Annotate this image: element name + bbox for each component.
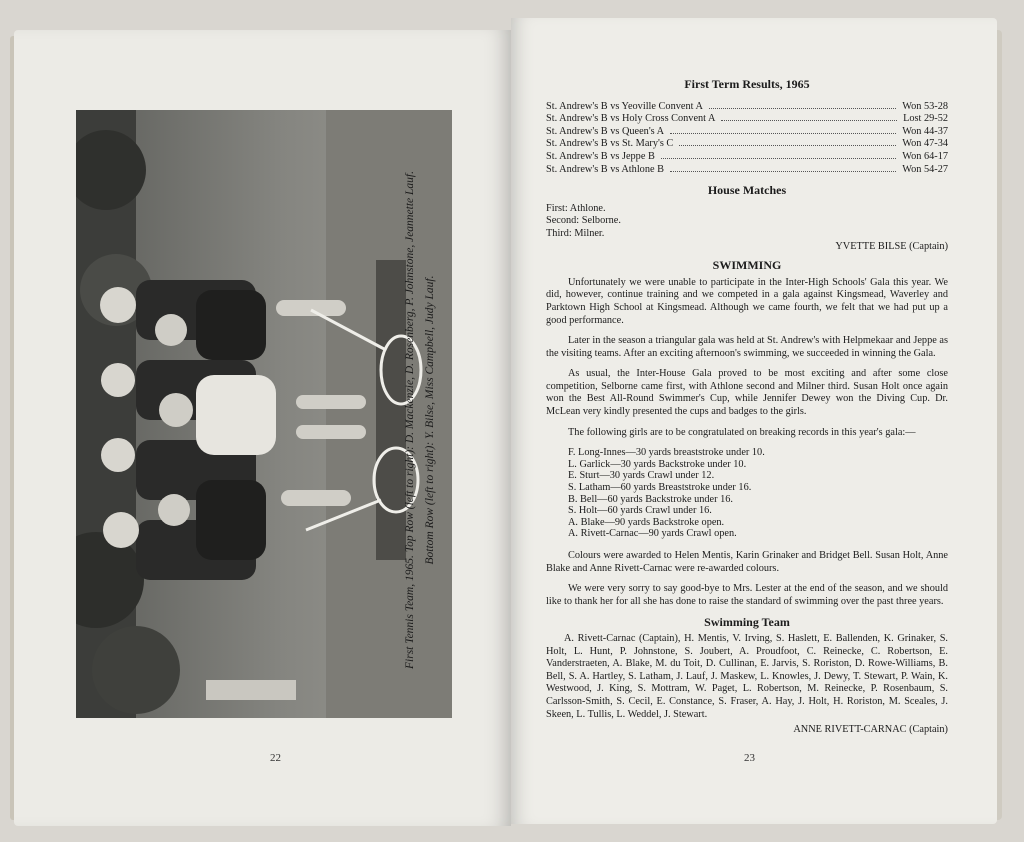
result-match: St. Andrew's B vs Athlone B bbox=[546, 163, 664, 175]
house-place: Third: bbox=[546, 227, 572, 239]
result-score: Won 44-37 bbox=[902, 125, 948, 137]
result-score: Won 64-17 bbox=[902, 150, 948, 162]
record-item: E. Sturt—30 yards Crawl under 12. bbox=[568, 470, 715, 482]
caption-line-1: First Tennis Team, 1965. Top Row (left to right): D. Mackenzie, D. Rosenberg, P. Johnstone, Jeannette Lauf. bbox=[404, 171, 416, 669]
record-item: S. Holt—60 yards Crawl under 16. bbox=[568, 505, 712, 517]
results-title: First Term Results, 1965 bbox=[684, 77, 810, 91]
swimming-team-title: Swimming Team bbox=[704, 615, 790, 630]
tennis-team-photo bbox=[76, 110, 452, 718]
photo-image bbox=[76, 110, 452, 718]
house-name: Athlone. bbox=[569, 202, 606, 214]
results-list bbox=[546, 101, 948, 177]
result-row bbox=[546, 138, 948, 151]
record-item: A. Rivett-Carnac—90 yards Crawl open. bbox=[568, 528, 737, 540]
result-row bbox=[546, 164, 948, 177]
record-item: F. Long-Innes—30 yards breaststroke under 10. bbox=[568, 447, 765, 459]
page-number-right: 23 bbox=[744, 752, 755, 764]
result-match: St. Andrew's B vs Yeoville Convent A bbox=[546, 100, 703, 112]
house-signature: YVETTE BILSE (Captain) bbox=[835, 240, 948, 252]
result-score: Won 54-27 bbox=[902, 163, 948, 175]
swimming-paragraph: Later in the season a triangular gala was held at St. Andrew's with Helpmekaar and Jeppe as the visiting teams. After an exciting afternoon's swimming, we succeeded in winning the Gala. bbox=[546, 335, 948, 359]
result-score: Won 47-34 bbox=[902, 138, 948, 150]
swimming-paragraph: The following girls are to be congratulated on breaking records in this year's gala:— bbox=[568, 426, 916, 438]
page-number-left: 22 bbox=[270, 752, 281, 764]
photo-caption bbox=[400, 120, 460, 720]
swimming-paragraph: Colours were awarded to Helen Mentis, Karin Grinaker and Bridget Bell. Susan Holt, Anne Blake and Anne Rivett-Carnac were re-awarded colours. bbox=[546, 550, 948, 574]
swimming-paragraph: Unfortunately we were unable to participate in the Inter-High Schools' Gala this year. We did, however, continue training and we competed in a gala against Kingsmead, Waverley and Parktown High School at Kingsmead. Although we came fourth, we felt that we had put up a good performance. bbox=[546, 276, 948, 326]
result-row bbox=[546, 113, 948, 126]
house-place: Second: bbox=[546, 215, 580, 227]
result-match: St. Andrew's B vs Holy Cross Convent A bbox=[546, 113, 716, 125]
swimming-paragraph: As usual, the Inter-House Gala proved to be most exciting and after some close competition, Selborne came first, with Athlone second and Milner third. Susan Holt once again won the Best All-Round Swimmer's Cup, while Jennifer Dewey won the Diving Cup. Dr. McLean very kindly presented the cups and badges to the girls. bbox=[546, 368, 948, 418]
swimming-team-roster: A. Rivett-Carnac (Captain), H. Mentis, V. Irving, S. Haslett, E. Ballenden, K. Grinaker, S. Holt, L. Hunt, P. Johnstone, S. Joubert, A. Proudfoot, C. Reinecke, C. Robertson, E. Vanderstraeten, A. Blake, M. du Toit, D. Cullinan, E. Jarvis, S. Roriston, D. Rowe-Williams, B. Bell, S. A. Hartley, S. Latham, J. Lauf, J. Maskew, L. Knowles, J. Dewy, T. Stewart, P. Wain, K. Westwood, J. King, S. Mottram, W. Paget, L. Robertson, M. Reinecke, P. Rosenbaum, S. Carlsson-Smith, S. Cecil, E. Constance, S. Fraser, A. Hay, J. Holt, H. Roriston, M. Sceales, J. Skeen, L. Tullis, L. Weddel, J. Stewart. bbox=[546, 632, 948, 720]
record-item: B. Bell—60 yards Backstroke under 16. bbox=[568, 493, 734, 505]
result-match: St. Andrew's B vs Jeppe B bbox=[546, 150, 655, 162]
house-results bbox=[546, 203, 948, 241]
result-row bbox=[546, 101, 948, 114]
record-item: S. Latham—60 yards Breaststroke under 16. bbox=[568, 482, 752, 494]
records-list bbox=[568, 447, 948, 540]
result-match: St. Andrew's B vs Queen's A bbox=[546, 125, 665, 137]
house-row bbox=[546, 215, 948, 228]
swimming-paragraph: We were very sorry to say good-bye to Mrs. Lester at the end of the season, and we should like to thank her for all she has done to raise the standard of swimming over the past three years. bbox=[546, 583, 948, 607]
result-score: Won 53-28 bbox=[902, 100, 948, 112]
record-item: L. Garlick—30 yards Backstroke under 10. bbox=[568, 458, 747, 470]
house-row bbox=[546, 228, 948, 241]
result-match: St. Andrew's B vs St. Mary's C bbox=[546, 138, 674, 150]
house-name: Selborne. bbox=[581, 215, 621, 227]
result-row bbox=[546, 126, 948, 139]
caption-line-2: Bottom Row (left to right): Y. Bilse, Miss Campbell, Judy Lauf. bbox=[424, 275, 436, 565]
result-row bbox=[546, 151, 948, 164]
team-signature: ANNE RIVETT-CARNAC (Captain) bbox=[793, 724, 948, 736]
house-row bbox=[546, 203, 948, 216]
house-matches-title: House Matches bbox=[707, 183, 787, 198]
swimming-title: SWIMMING bbox=[712, 258, 782, 273]
record-item: A. Blake—90 yards Backstroke open. bbox=[568, 516, 725, 528]
house-place: First: bbox=[546, 202, 568, 214]
result-score: Lost 29-52 bbox=[903, 113, 948, 125]
right-page-content bbox=[546, 78, 948, 737]
house-name: Milner. bbox=[574, 227, 605, 239]
